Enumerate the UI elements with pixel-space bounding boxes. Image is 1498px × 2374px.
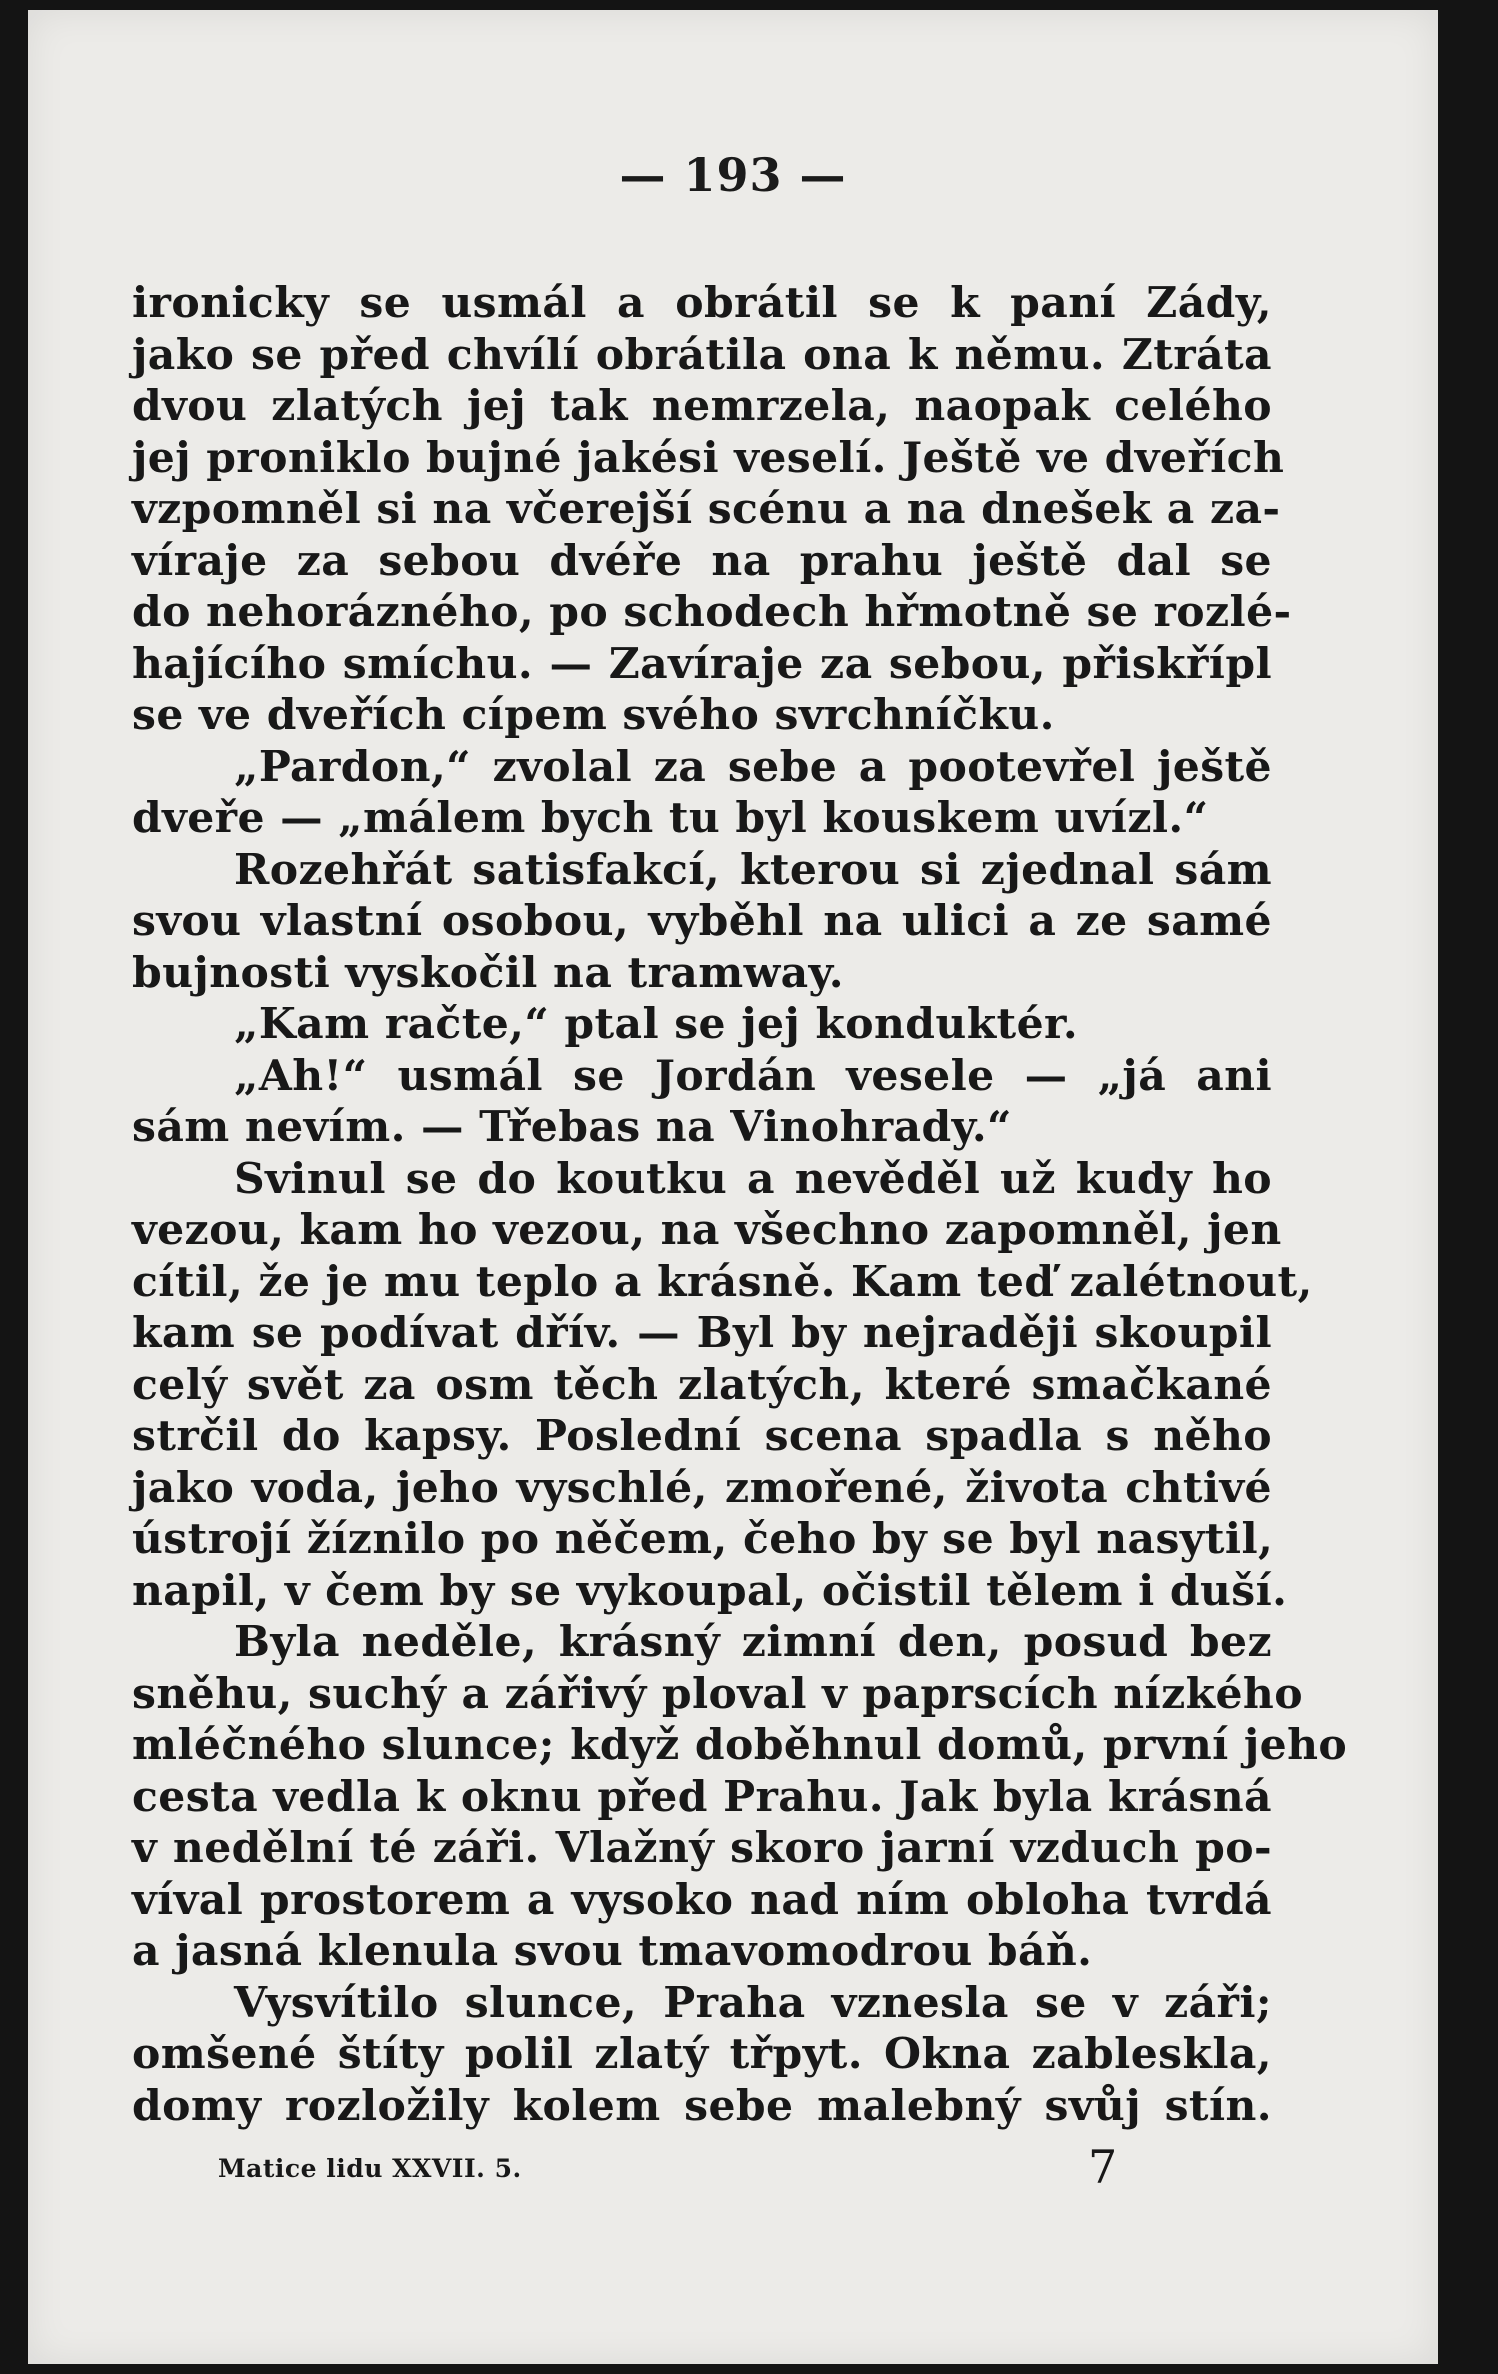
text-line: vzpomněl si na včerejší scénu a na dnešek a za- — [132, 484, 1281, 534]
text-line: sám nevím. — Třebas na Vinohrady.“ — [132, 1102, 1012, 1152]
text-line: dveře — „málem bych tu byl kouskem uvízl.“ — [132, 793, 1209, 843]
text-line: Svinul se do koutku a nevěděl už kudy ho — [234, 1153, 1272, 1204]
text-line: hajícího smíchu. — Zavíraje za sebou, přiskřípl — [132, 638, 1272, 689]
text-line: omšené štíty polil zlatý třpyt. Okna zableskla, — [132, 2029, 1272, 2079]
text-line: svou vlastní osobou, vyběhl na ulici a ze samé — [132, 896, 1272, 946]
text-line: „Pardon,“ zvolal za sebe a pootevřel ještě — [234, 741, 1272, 792]
text-line: do nehorázného, po schodech hřmotně se rozlé- — [132, 587, 1292, 637]
text-line: cítil, že je mu teplo a krásně. Kam teď zalétnout, — [132, 1256, 1313, 1307]
text-line: strčil do kapsy. Poslední scena spadla s něho — [132, 1411, 1272, 1461]
text-line: Rozehřát satisfakcí, kterou si zjednal sám — [234, 844, 1272, 895]
text-line: se ve dveřích cípem svého svrchníčku. — [132, 690, 1055, 740]
page-number: — 193 — — [619, 148, 847, 202]
text-line: ironicky se usmál a obrátil se k paní Zády, — [132, 278, 1272, 328]
text-line: vezou, kam ho vezou, na všechno zapomněl, jen — [132, 1205, 1282, 1255]
printer-signature: Matice lidu XXVII. 5. — [218, 2154, 522, 2183]
text-line: jej proniklo bujné jakési veselí. Ještě ve dveřích — [132, 432, 1285, 483]
text-line: a jasná klenula svou tmavomodrou báň. — [132, 1926, 1093, 1976]
text-line: mléčného slunce; když doběhnul domů, první jeho — [132, 1720, 1348, 1770]
text-line: napil, v čem by se vykoupal, očistil tělem i duší. — [132, 1565, 1288, 1616]
text-line: jako se před chvílí obrátila ona k němu. Ztráta — [132, 329, 1272, 380]
text-line: „Ah!“ usmál se Jordán vesele — „já ani — [234, 1050, 1272, 1101]
text-line: Vysvítilo slunce, Praha vznesla se v záři; — [234, 1977, 1272, 2028]
book-page — [28, 10, 1438, 2364]
text-line: cesta vedla k oknu před Prahu. Jak byla krásná — [132, 1771, 1272, 1822]
text-line: sněhu, suchý a zářivý ploval v paprscích nízkého — [132, 1668, 1303, 1719]
body-text — [132, 278, 1348, 2132]
text-line: bujnosti vyskočil na tramway. — [132, 947, 844, 998]
text-line: „Kam račte,“ ptal se jej konduktér. — [234, 999, 1079, 1049]
text-line: domy rozložily kolem sebe malebný svůj stín. — [132, 2080, 1272, 2131]
text-line: Byla neděle, krásný zimní den, posud bez — [234, 1617, 1272, 1667]
text-line: jako voda, jeho vyschlé, zmořené, života chtivé — [132, 1462, 1272, 1513]
text-line: víval prostorem a vysoko nad ním obloha tvrdá — [132, 1874, 1272, 1925]
text-line: víraje za sebou dvéře na prahu ještě dal se — [132, 535, 1272, 586]
text-line: v nedělní té záři. Vlažný skoro jarní vzduch po- — [132, 1823, 1272, 1873]
text-line: ústrojí žíznilo po něčem, čeho by se byl nasytil, — [132, 1514, 1274, 1564]
text-line: celý svět za osm těch zlatých, které smačkané — [132, 1359, 1272, 1410]
text-line: kam se podívat dřív. — Byl by nejraději skoupil — [132, 1308, 1272, 1358]
text-line: dvou zlatých jej tak nemrzela, naopak celého — [132, 381, 1272, 431]
sheet-number: 7 — [1088, 2140, 1118, 2194]
